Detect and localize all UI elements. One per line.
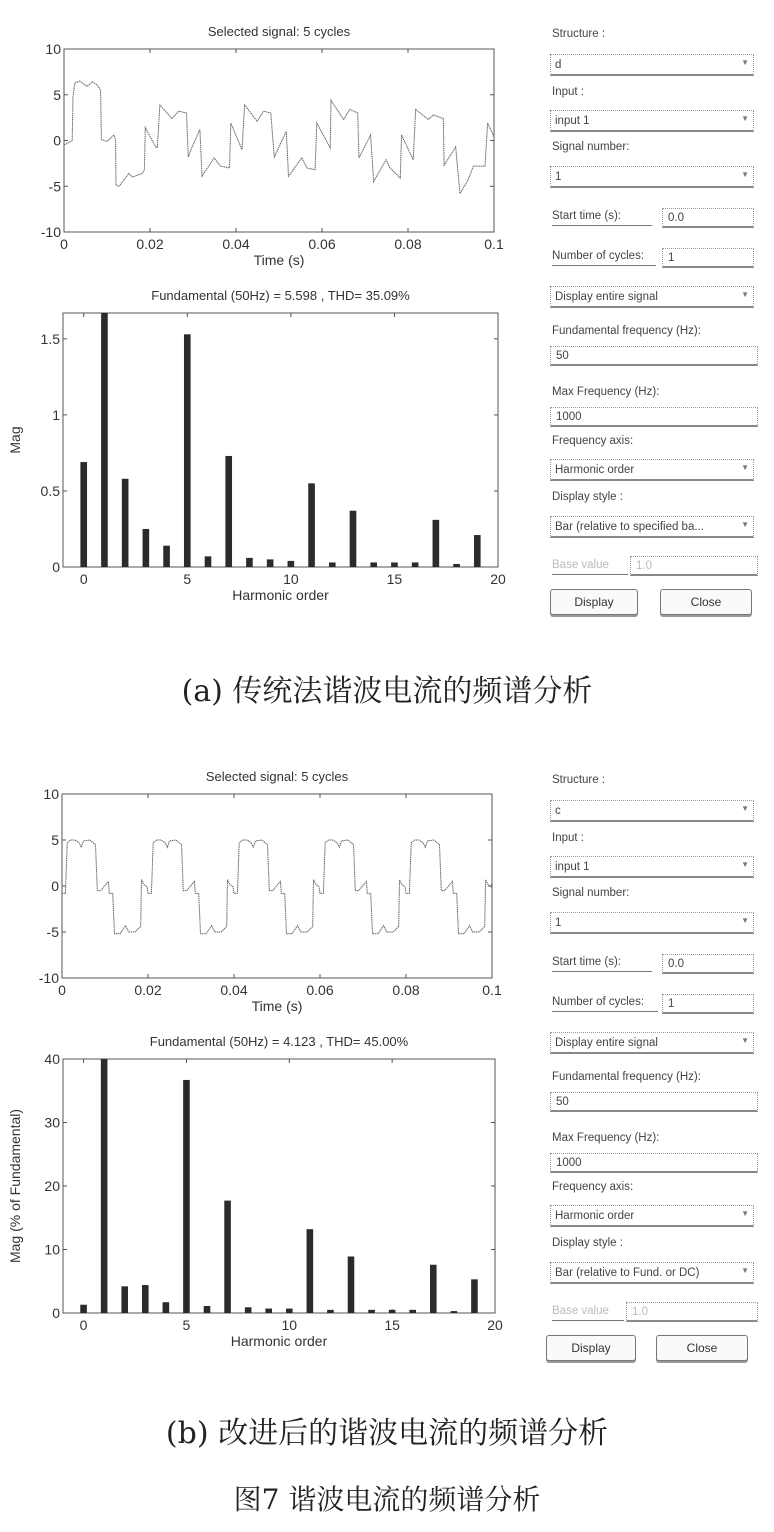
control-panel-a	[548, 26, 760, 626]
bar-harmonic-13	[348, 1256, 355, 1313]
bar-harmonic-10	[286, 1309, 293, 1313]
num-cycles-input[interactable]	[662, 248, 754, 268]
bar-harmonic-15	[389, 1310, 396, 1313]
control-panel-b	[548, 772, 760, 1372]
display-button[interactable]: Display	[550, 589, 638, 615]
max-freq-input[interactable]	[550, 407, 758, 427]
x-tick-label: 15	[386, 571, 403, 587]
y-tick-label: 20	[44, 1178, 60, 1194]
bar-harmonic-0	[80, 1305, 87, 1313]
caption-b: (b) 改进后的谐波电流的频谱分析	[165, 1416, 609, 1451]
y-tick-label: -10	[38, 970, 59, 986]
x-tick-label: 0	[60, 236, 68, 252]
max-freq-value: 1000	[556, 411, 582, 423]
structure-dropdown[interactable]	[550, 800, 754, 822]
triangle-down-icon: ▼	[741, 1266, 749, 1275]
triangle-down-icon: ▼	[741, 170, 749, 179]
x-tick-label: 15	[384, 1317, 400, 1333]
num-cycles-input[interactable]	[662, 994, 754, 1014]
bar-harmonic-7	[224, 1201, 231, 1313]
y-tick-label: 0	[53, 132, 61, 149]
bar-harmonic-19	[471, 1279, 478, 1313]
triangle-down-icon: ▼	[741, 520, 749, 529]
base-value-value: 1.0	[636, 560, 652, 572]
base-value-input[interactable]	[626, 1302, 758, 1322]
figure-caption: 图7 谐波电流的频谱分析	[233, 1483, 541, 1516]
bar-harmonic-4	[163, 546, 170, 567]
x-tick-label: 5	[183, 571, 192, 587]
chart-title: Selected signal: 5 cycles	[207, 24, 351, 39]
y-tick-label: 10	[45, 41, 61, 57]
freq-axis-dropdown[interactable]	[550, 1205, 754, 1227]
signal-number-label: Signal number:	[552, 141, 630, 153]
display-style-dropdown[interactable]	[550, 1262, 754, 1284]
freq-axis-dropdown[interactable]	[550, 459, 754, 481]
fund-freq-value: 50	[556, 350, 569, 362]
x-tick-label: 0.08	[392, 982, 420, 998]
y-tick-label: -5	[48, 178, 61, 195]
signal-number-label: Signal number:	[552, 887, 630, 899]
start-time-input[interactable]	[662, 954, 754, 974]
close-button[interactable]: Close	[656, 1335, 748, 1361]
num-cycles-value: 1	[668, 998, 675, 1010]
start-time-label: Start time (s):	[552, 956, 652, 972]
triangle-down-icon: ▼	[741, 290, 749, 299]
bar-harmonic-5	[184, 334, 191, 567]
close-button[interactable]: Close	[660, 589, 752, 615]
x-tick-label: 0.06	[308, 236, 336, 252]
triangle-down-icon: ▼	[741, 860, 749, 869]
start-time-value: 0.0	[668, 958, 684, 970]
fund-freq-value: 50	[556, 1096, 569, 1108]
max-freq-label: Max Frequency (Hz):	[552, 386, 660, 398]
y-tick-label: 0	[51, 878, 59, 894]
input-dropdown[interactable]	[550, 856, 754, 878]
bar-harmonic-1	[101, 313, 108, 567]
bar-harmonic-16	[409, 1310, 416, 1313]
x-tick-label: 0.02	[134, 982, 162, 998]
bar-harmonic-5	[183, 1080, 190, 1313]
bar-harmonic-3	[143, 529, 150, 567]
y-tick-label: 0	[52, 559, 60, 575]
bar-harmonic-8	[246, 558, 253, 567]
max-freq-value: 1000	[556, 1157, 582, 1169]
bar-harmonic-17	[430, 1265, 437, 1313]
start-time-value: 0.0	[668, 212, 684, 224]
bar-harmonic-4	[163, 1302, 170, 1313]
num-cycles-label: Number of cycles:	[552, 996, 658, 1012]
y-tick-label: 5	[51, 832, 59, 848]
bar-harmonic-14	[370, 562, 377, 567]
x-axis-label: Time (s)	[253, 252, 305, 268]
base-value-label: Base value	[552, 1305, 624, 1321]
x-axis-label: Time (s)	[251, 998, 303, 1014]
plot-frame	[64, 49, 494, 232]
plot-frame	[62, 794, 492, 978]
x-tick-label: 10	[283, 571, 299, 587]
base-value-value: 1.0	[632, 1306, 648, 1318]
bar-harmonic-0	[80, 462, 87, 567]
x-tick-label: 10	[281, 1317, 298, 1333]
x-tick-label: 0.04	[222, 236, 250, 252]
x-tick-label: 0.04	[220, 982, 248, 998]
display-style-value: Bar (relative to Fund. or DC)	[555, 1267, 700, 1279]
freq-axis-value: Harmonic order	[555, 1210, 635, 1222]
start-time-label: Start time (s):	[552, 210, 652, 226]
bar-harmonic-1	[101, 1059, 108, 1313]
display-style-label: Display style :	[552, 491, 623, 503]
y-tick-label: 0	[52, 1305, 60, 1321]
y-tick-label: -10	[40, 224, 61, 240]
triangle-down-icon: ▼	[741, 463, 749, 472]
y-tick-label: 0.5	[40, 482, 60, 499]
x-tick-label: 5	[182, 1317, 191, 1333]
x-tick-label: 0.1	[484, 236, 504, 252]
caption-a: (a) 传统法谐波电流的频谱分析	[181, 674, 593, 709]
input-label: Input :	[552, 832, 584, 844]
x-tick-label: 0	[79, 571, 88, 587]
start-time-input[interactable]	[662, 208, 754, 228]
bar-harmonic-19	[474, 535, 481, 567]
y-tick-label: 1	[52, 406, 60, 423]
bar-harmonic-16	[412, 562, 419, 567]
structure-label: Structure :	[552, 774, 606, 786]
bar-harmonic-15	[391, 562, 398, 567]
freq-axis-label: Frequency axis:	[552, 435, 634, 447]
y-axis-label: Mag	[7, 426, 23, 454]
fund-freq-label: Fundamental frequency (Hz):	[552, 1071, 701, 1083]
num-cycles-value: 1	[668, 252, 675, 264]
bar-harmonic-12	[327, 1310, 334, 1313]
display-mode-dropdown[interactable]	[550, 1032, 754, 1054]
display-mode-value: Display entire signal	[555, 1037, 658, 1049]
bar-harmonic-8	[245, 1307, 252, 1313]
y-axis-label: Mag (% of Fundamental)	[7, 1108, 23, 1264]
y-tick-label: 40	[44, 1051, 60, 1067]
display-button[interactable]: Display	[546, 1335, 636, 1361]
y-tick-label: 1.5	[40, 330, 60, 347]
bar-harmonic-2	[121, 1286, 128, 1313]
triangle-down-icon: ▼	[741, 916, 749, 925]
bar-harmonic-18	[453, 564, 460, 567]
signal-number-value: 1	[555, 171, 562, 183]
bar-harmonic-10	[288, 561, 295, 567]
bar-harmonic-11	[308, 483, 315, 567]
input-value: input 1	[555, 115, 590, 127]
base-value-label: Base value	[552, 559, 628, 575]
display-mode-value: Display entire signal	[555, 291, 658, 303]
signal-number-value: 1	[555, 917, 562, 929]
display-mode-dropdown[interactable]	[550, 286, 754, 308]
fund-freq-input[interactable]	[550, 346, 758, 366]
x-tick-label: 0.06	[306, 982, 334, 998]
freq-axis-value: Harmonic order	[555, 464, 635, 476]
y-tick-label: 10	[44, 1241, 60, 1258]
bar-harmonic-9	[265, 1309, 272, 1313]
max-freq-label: Max Frequency (Hz):	[552, 1132, 660, 1144]
bar-harmonic-11	[307, 1229, 314, 1313]
chart-title: Fundamental (50Hz) = 4.123 , THD= 45.00%	[149, 1034, 409, 1049]
bar-harmonic-12	[329, 562, 336, 567]
bar-harmonic-2	[122, 479, 129, 567]
x-tick-label: 20	[490, 571, 506, 587]
fund-freq-label: Fundamental frequency (Hz):	[552, 325, 701, 337]
fund-freq-input[interactable]	[550, 1092, 758, 1112]
triangle-down-icon: ▼	[741, 58, 749, 67]
x-axis-label: Harmonic order	[232, 587, 329, 603]
y-tick-label: 5	[53, 86, 61, 103]
triangle-down-icon: ▼	[741, 1036, 749, 1045]
bar-harmonic-17	[433, 520, 440, 567]
y-tick-label: 10	[43, 786, 59, 802]
bar-harmonic-13	[350, 511, 357, 567]
input-dropdown[interactable]	[550, 110, 754, 132]
bar-harmonic-9	[267, 559, 274, 567]
bar-harmonic-6	[205, 556, 212, 567]
y-tick-label: 30	[44, 1114, 60, 1131]
signal-number-dropdown[interactable]	[550, 912, 754, 934]
x-tick-label: 0.02	[136, 236, 164, 252]
x-tick-label: 20	[487, 1317, 503, 1333]
input-label: Input :	[552, 86, 584, 98]
x-tick-label: 0.08	[394, 236, 422, 252]
x-tick-label: 0.1	[482, 982, 502, 998]
structure-dropdown[interactable]	[550, 54, 754, 76]
structure-label: Structure :	[552, 28, 606, 40]
x-tick-label: 0	[79, 1317, 88, 1333]
signal-number-dropdown[interactable]	[550, 166, 754, 188]
bar-harmonic-14	[368, 1310, 375, 1313]
num-cycles-label: Number of cycles:	[552, 250, 656, 266]
triangle-down-icon: ▼	[741, 804, 749, 813]
bar-harmonic-7	[225, 456, 232, 567]
input-value: input 1	[555, 861, 590, 873]
max-freq-input[interactable]	[550, 1153, 758, 1173]
display-style-label: Display style :	[552, 1237, 623, 1249]
y-tick-label: -5	[46, 924, 59, 940]
base-value-input[interactable]	[630, 556, 758, 576]
x-tick-label: 0	[58, 982, 66, 998]
triangle-down-icon: ▼	[741, 1209, 749, 1218]
display-style-dropdown[interactable]	[550, 516, 754, 538]
structure-value: d	[555, 59, 562, 71]
bar-harmonic-3	[142, 1285, 149, 1313]
display-style-value: Bar (relative to specified ba...	[555, 521, 704, 533]
bar-harmonic-6	[204, 1306, 211, 1313]
freq-axis-label: Frequency axis:	[552, 1181, 634, 1193]
structure-value: c	[555, 805, 561, 817]
chart-title: Fundamental (50Hz) = 5.598 , THD= 35.09%	[151, 288, 410, 303]
bar-harmonic-18	[451, 1311, 458, 1313]
triangle-down-icon: ▼	[741, 114, 749, 123]
chart-title: Selected signal: 5 cycles	[205, 769, 349, 784]
x-axis-label: Harmonic order	[230, 1333, 328, 1349]
